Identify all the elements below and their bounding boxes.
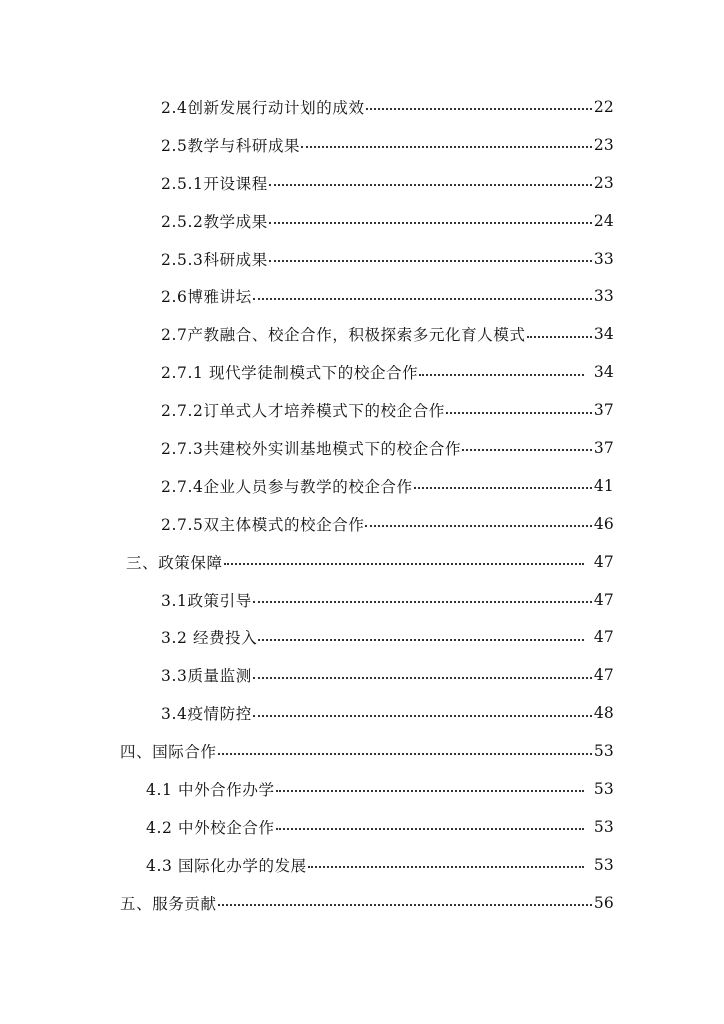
toc-entry[interactable] bbox=[0, 467, 724, 505]
toc-entry-page: 34 bbox=[593, 363, 614, 382]
dot-leader bbox=[218, 752, 592, 755]
toc-entry-page: 41 bbox=[593, 476, 614, 495]
toc-entry[interactable] bbox=[0, 240, 724, 278]
table-of-contents bbox=[0, 88, 724, 922]
toc-entry[interactable] bbox=[0, 656, 724, 694]
toc-entry-title: 4.1 中外合作办学 bbox=[146, 780, 275, 799]
toc-entry-title: 2.5.1开设课程 bbox=[161, 174, 268, 193]
toc-entry-page: 47 bbox=[593, 628, 614, 647]
toc-entry[interactable] bbox=[0, 429, 724, 467]
toc-entry-page: 56 bbox=[593, 893, 614, 912]
dot-leader bbox=[269, 221, 592, 224]
dot-leader bbox=[276, 789, 584, 792]
toc-entry-page: 37 bbox=[593, 401, 614, 420]
toc-entry-title: 三、政策保障 bbox=[126, 553, 223, 572]
toc-entry-title: 2.5.2教学成果 bbox=[161, 212, 268, 231]
toc-entry[interactable] bbox=[0, 202, 724, 240]
toc-chapter-entry[interactable] bbox=[0, 543, 724, 581]
dot-leader bbox=[253, 676, 592, 679]
dot-leader bbox=[224, 562, 584, 565]
dot-leader bbox=[419, 373, 584, 376]
toc-entry-title: 4.3 国际化办学的发展 bbox=[146, 856, 307, 875]
toc-entry-page: 46 bbox=[593, 514, 614, 533]
toc-entry-page: 23 bbox=[593, 173, 614, 192]
dot-leader bbox=[308, 865, 584, 868]
dot-leader bbox=[269, 183, 592, 186]
dot-leader bbox=[258, 638, 583, 641]
toc-entry-page: 53 bbox=[593, 779, 614, 798]
toc-entry-page: 24 bbox=[593, 211, 614, 230]
toc-entry-page: 53 bbox=[593, 855, 614, 874]
dot-leader bbox=[366, 107, 592, 110]
dot-leader bbox=[269, 259, 592, 262]
toc-entry[interactable] bbox=[0, 88, 724, 126]
toc-entry-title: 2.7.3共建校外实训基地模式下的校企合作 bbox=[161, 439, 462, 458]
toc-entry[interactable] bbox=[0, 581, 724, 619]
toc-entry-page: 53 bbox=[593, 742, 614, 761]
toc-entry-title: 3.3质量监测 bbox=[161, 667, 252, 686]
dot-leader bbox=[253, 297, 592, 300]
dot-leader bbox=[446, 411, 592, 414]
toc-entry-title: 2.5.3科研成果 bbox=[161, 250, 268, 269]
dot-leader bbox=[365, 524, 591, 527]
toc-entry-title: 3.2 经费投入 bbox=[161, 629, 258, 648]
dot-leader bbox=[301, 145, 592, 148]
dot-leader bbox=[253, 600, 592, 603]
toc-entry-title: 2.7.1 现代学徒制模式下的校企合作 bbox=[161, 364, 419, 383]
toc-entry-page: 53 bbox=[593, 817, 614, 836]
toc-entry-title: 2.7产教融合、校企合作，积极探索多元化育人模式 bbox=[161, 326, 526, 345]
toc-entry-title: 2.5教学与科研成果 bbox=[161, 136, 301, 155]
toc-entry-title: 3.1政策引导 bbox=[161, 591, 252, 610]
toc-entry-page: 47 bbox=[593, 666, 614, 685]
toc-entry-page: 33 bbox=[593, 287, 614, 306]
toc-entry-page: 22 bbox=[593, 97, 614, 116]
toc-entry-title: 4.2 中外校企合作 bbox=[146, 818, 275, 837]
toc-entry[interactable] bbox=[0, 694, 724, 732]
toc-entry[interactable] bbox=[0, 126, 724, 164]
toc-entry[interactable] bbox=[0, 391, 724, 429]
toc-entry-title: 2.7.5双主体模式的校企合作 bbox=[161, 515, 365, 534]
toc-entry-title: 2.6博雅讲坛 bbox=[161, 288, 252, 307]
toc-entry[interactable] bbox=[0, 353, 724, 391]
dot-leader bbox=[218, 903, 592, 906]
dot-leader bbox=[462, 448, 592, 451]
dot-leader bbox=[414, 486, 592, 489]
toc-entry-page: 47 bbox=[593, 552, 614, 571]
toc-entry-page: 34 bbox=[593, 325, 614, 344]
toc-entry-page: 47 bbox=[593, 590, 614, 609]
toc-entry[interactable] bbox=[0, 505, 724, 543]
toc-entry[interactable] bbox=[0, 808, 724, 846]
dot-leader bbox=[253, 714, 592, 717]
toc-chapter-entry[interactable] bbox=[0, 884, 724, 922]
toc-entry-title: 2.7.4企业人员参与教学的校企合作 bbox=[161, 477, 413, 496]
toc-entry[interactable] bbox=[0, 277, 724, 315]
toc-entry-title: 2.7.2订单式人才培养模式下的校企合作 bbox=[161, 402, 445, 421]
toc-entry-page: 23 bbox=[593, 135, 614, 154]
toc-entry[interactable] bbox=[0, 164, 724, 202]
toc-entry[interactable] bbox=[0, 770, 724, 808]
toc-entry[interactable] bbox=[0, 846, 724, 884]
toc-chapter-entry[interactable] bbox=[0, 732, 724, 770]
dot-leader bbox=[527, 335, 592, 338]
toc-entry[interactable] bbox=[0, 618, 724, 656]
toc-entry[interactable] bbox=[0, 315, 724, 353]
toc-entry-page: 33 bbox=[593, 249, 614, 268]
dot-leader bbox=[276, 827, 584, 830]
toc-entry-title: 2.4创新发展行动计划的成效 bbox=[161, 98, 365, 117]
toc-entry-title: 3.4疫情防控 bbox=[161, 705, 252, 724]
toc-entry-page: 37 bbox=[593, 438, 614, 457]
toc-entry-title: 五、服务贡献 bbox=[120, 894, 217, 913]
toc-entry-title: 四、国际合作 bbox=[120, 743, 217, 762]
toc-entry-page: 48 bbox=[593, 704, 614, 723]
